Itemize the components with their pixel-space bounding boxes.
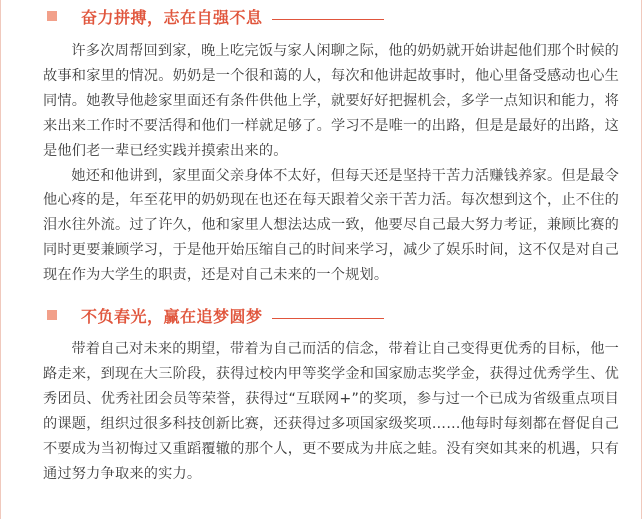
section-heading — [43, 303, 619, 327]
section-title: 不负春光，赢在追梦圆梦 — [81, 306, 263, 326]
heading-underline — [272, 19, 384, 20]
square-bullet-icon — [47, 310, 57, 320]
paragraph: 许多次周帮回到家，晚上吃完饭与家人闲聊之际，他的奶奶就开始讲起他们那个时候的故事和家里的情况。奶奶是一个很和蔼的人，每次和他讲起故事时，他心里备受感动也心生同情。她教导他趁家里面还有条件供他上学，就要好好把握机会，多学一点知识和能力，将来出来工作时不要活得和他们一样就足够了。学习不是唯一的出路，但是是最好的出路，这是他们老一辈已经实践并摸索出来的。 — [43, 43, 619, 159]
section-title: 奋力拼搏，志在自强不息 — [81, 7, 263, 27]
square-bullet-icon — [47, 11, 57, 21]
heading-underline — [272, 318, 384, 319]
section-2 — [1, 288, 641, 486]
section-heading — [43, 4, 619, 28]
paragraph: 带着自己对未来的期望，带着为自己而活的信念，带着让自己变得更优秀的目标，他一路走来，到现在大三阶段，获得过校内甲等奖学金和国家励志奖学金，获得过优秀学生、优秀团员、优秀社团会员等荣誉，获得过“互联网+”的奖项，参与过一个已成为省级重点项目的课题，组织过很多科技创新比赛，还获得过多项国家级奖项……他每时每刻都在督促自己不要成为当初悔过又重蹈覆辙的那个人，更不要成为井底之蛙。没有突如其来的机遇，只有通过努力争取来的实力。 — [43, 341, 619, 482]
section-1 — [1, 0, 641, 288]
paragraph: 她还和他讲到，家里面父亲身体不太好，但每天还是坚持干苦力活赚钱养家。但是最令他心疼的是，年至花甲的奶奶现在也还在每天跟着父亲干苦力活。每次想到这个，止不住的泪水往外流。过了许久，他和家里人想法达成一致，他要尽自己最大努力考证，兼顾比赛的同时更要兼顾学习，于是他开始压缩自己的时间来学习，减少了娱乐时间，这不仅是对自己现在作为大学生的职责，还是对自己未来的一个规划。 — [43, 167, 619, 284]
